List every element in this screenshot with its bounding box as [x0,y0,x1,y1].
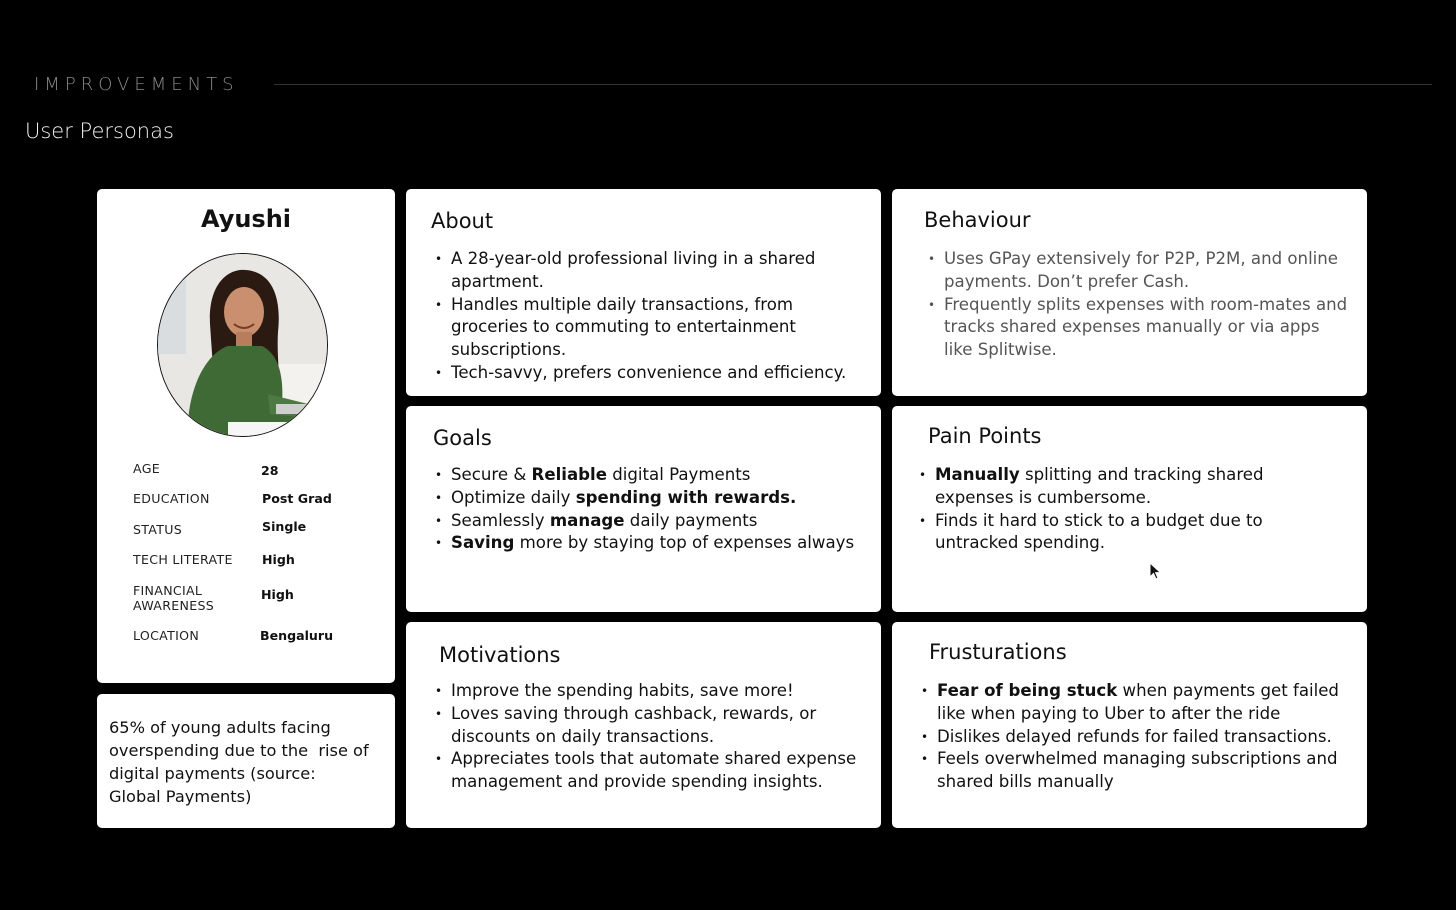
item-text: Optimize daily [451,487,576,507]
about-card [406,189,881,396]
item-text: Secure & [451,465,532,484]
emphasis-text: Saving [451,533,515,553]
persona-avatar [157,253,328,437]
item-text: digital Payments [606,465,751,484]
list-item [432,487,880,510]
list-item [918,680,1358,726]
list-item: • Appreciates tools that automate shared expense management and provide spending insights. [432,748,862,794]
attr-label: EDUCATION [133,491,210,506]
goals-card [406,406,881,612]
card-title: Frusturations [929,640,1067,664]
behaviour-list [925,248,1353,362]
list-item: • Loves saving through cashback, rewards, or discounts on daily transactions. [432,703,862,749]
list-item: • Improve the spending habits, save more! [432,680,862,703]
item-text: Finds it hard to stick to a budget due to untracked spending. [935,510,1263,553]
attr-value: High [261,587,294,602]
card-title: Goals [433,426,492,450]
about-list [432,248,872,385]
section-divider [274,84,1432,85]
attr-value: Single [262,519,307,534]
section-label: IMPROVEMENTS [34,74,239,95]
list-item: • Handles multiple daily transactions, from groceries to commuting to entertainment subscriptions. [432,294,872,362]
item-text: Seamlessly [451,510,550,530]
statistic-text: 65% of young adults facing overspending due to the rise of digital payments (source: Global Payments) [109,718,369,806]
attr-label: STATUS [133,522,183,537]
behaviour-card [892,189,1367,396]
pain-points-card [892,406,1367,612]
list-item: • Tech-savvy, prefers convenience and efficiency. [432,362,872,385]
emphasis-text: spending with rewards. [575,487,797,507]
list-item: • Frequently splits expenses with room-mates and tracks shared expenses manually or via apps like Splitwise. [925,294,1353,362]
card-title: About [431,209,494,233]
attr-value: High [262,552,295,567]
emphasis-text: Reliable [531,465,607,484]
list-item [916,510,1336,556]
list-item [432,510,880,533]
item-text: more by staying top of expenses always [514,533,855,553]
page-title: User Personas [25,119,174,143]
emphasis-text: Manually [935,465,1020,484]
attr-label: TECH LITERATE [133,552,233,567]
emphasis-text: manage [549,510,625,530]
list-item [432,464,880,487]
mouse-pointer-icon [1149,562,1163,580]
item-text: splitting and tracking shared expenses is cumbersome. [935,465,1264,507]
goals-list [432,464,880,555]
item-text: daily payments [624,510,758,530]
card-title: Pain Points [928,424,1042,448]
attr-label: LOCATION [133,628,200,643]
list-item [918,748,1358,794]
persona-profile-card [97,189,395,683]
item-text: Dislikes delayed refunds for failed transactions. [937,726,1332,746]
list-item: • A 28-year-old professional living in a shared apartment. [432,248,872,294]
pain-points-list [916,464,1336,555]
attr-value: Bengaluru [260,628,334,643]
list-item [916,464,1336,510]
frustrations-list [918,680,1358,794]
attr-value: Post Grad [262,491,332,506]
frustrations-card [892,622,1367,828]
emphasis-text: Fear of being stuck [937,681,1118,700]
attr-label: FINANCIAL AWARENESS [133,583,215,613]
item-text: when payments get failed like when paying to Uber to after the ride [937,681,1339,723]
list-item [432,532,880,555]
attr-value: 28 [261,463,279,478]
motivations-list [432,680,862,794]
persona-name: Ayushi [200,205,292,233]
statistic-card [97,694,395,828]
motivations-card [406,622,881,828]
list-item: • Uses GPay extensively for P2P, P2M, and online payments. Don’t prefer Cash. [925,248,1353,294]
list-item [918,726,1358,749]
item-text: Feels overwhelmed managing subscriptions and shared bills manually [937,749,1338,792]
card-title: Behaviour [924,208,1031,232]
card-title: Motivations [439,643,561,667]
attr-label: AGE [133,461,161,476]
